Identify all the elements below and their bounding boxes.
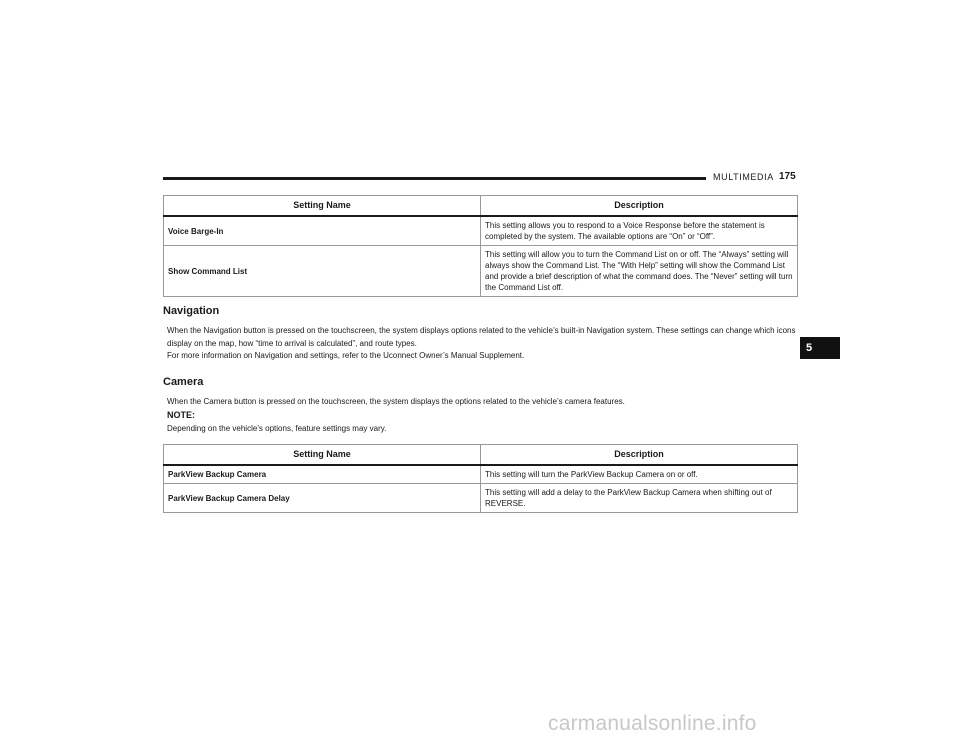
setting-description-cell: This setting will add a delay to the ParkView Backup Camera when shifting out of REVERSE.	[481, 484, 798, 513]
section-label: MULTIMEDIA	[713, 172, 774, 182]
setting-name-cell: ParkView Backup Camera Delay	[164, 484, 481, 513]
note-text: Depending on the vehicle’s options, feature settings may vary.	[167, 424, 387, 433]
table-header-row	[164, 445, 798, 466]
camera-paragraph: When the Camera button is pressed on the touchscreen, the system displays the options related to the vehicle’s camera features.	[167, 397, 625, 406]
footer-watermark: carmanualsonline.info	[548, 712, 757, 735]
voice-settings-table	[163, 195, 798, 297]
camera-heading: Camera	[163, 376, 204, 388]
column-header-setting-name: Setting Name	[164, 445, 481, 466]
column-header-description: Description	[481, 445, 798, 466]
column-header-setting-name: Setting Name	[164, 196, 481, 217]
camera-settings-table	[163, 444, 798, 513]
setting-name-cell: Show Command List	[164, 246, 481, 297]
header-rule	[163, 177, 706, 180]
column-header-description: Description	[481, 196, 798, 217]
setting-description-cell: This setting will allow you to turn the Command List on or off. The “Always” setting will always show the Command List. The “With Help” setting will show the Command List and provide a brief description of what the command does. The “Never” setting will turn the Command List off.	[481, 246, 798, 297]
navigation-heading: Navigation	[163, 305, 220, 317]
page-number: 175	[779, 171, 796, 182]
chapter-tab: 5	[800, 337, 840, 359]
setting-description-cell: This setting allows you to respond to a Voice Response before the statement is completed by the system. The available options are “On” or “Off”.	[481, 216, 798, 246]
table-row	[164, 484, 798, 513]
navigation-paragraph: When the Navigation button is pressed on the touchscreen, the system displays options related to the vehicle’s built-in Navigation system. These settings can change which icons display on the map, how “time to arrival is calculated”, and route types.	[167, 326, 796, 348]
setting-name-cell: ParkView Backup Camera	[164, 465, 481, 484]
table-header-row	[164, 196, 798, 217]
table-row	[164, 465, 798, 484]
setting-name-cell: Voice Barge-In	[164, 216, 481, 246]
note-label: NOTE:	[167, 410, 195, 420]
setting-description-cell: This setting will turn the ParkView Backup Camera on or off.	[481, 465, 798, 484]
table-row	[164, 216, 798, 246]
table-row	[164, 246, 798, 297]
navigation-reference-paragraph: For more information on Navigation and settings, refer to the Uconnect Owner’s Manual Supplement.	[167, 351, 525, 360]
